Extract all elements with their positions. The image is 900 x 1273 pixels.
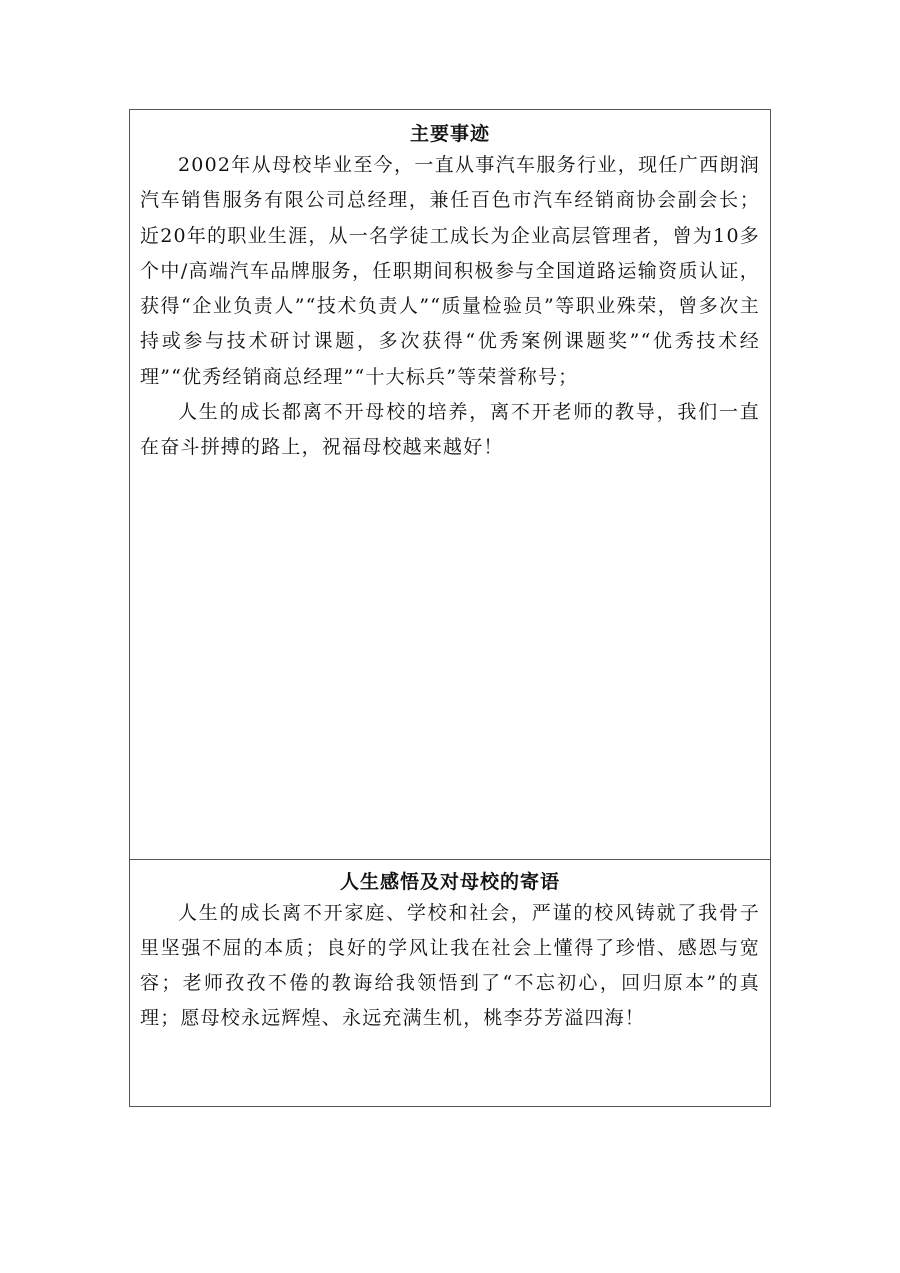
reflections-body	[130, 896, 770, 1036]
profile-form-table	[129, 109, 771, 1107]
achievements-paragraph: 人生的成长都离不开母校的培养，离不开老师的教导，我们一直在奋斗拼搏的路上，祝福母校越来越好！	[140, 401, 760, 459]
reflections-title: 人生感悟及对母校的寄语	[339, 871, 560, 893]
reflections-section	[130, 860, 770, 1106]
achievements-title: 主要事迹	[409, 123, 490, 145]
achievements-body	[130, 148, 770, 466]
reflections-paragraph: 人生的成长离不开家庭、学校和社会，严谨的校风铸就了我骨子里坚强不屈的本质；良好的学风让我在社会上懂得了珍惜、感恩与宽容；老师孜孜不倦的教诲给我领悟到了“不忘初心，回归原本”的真理；愿母校永远辉煌、永远充满生机，桃李芬芳溢四海！	[140, 902, 760, 1029]
achievements-paragraph: 2002年从母校毕业至今，一直从事汽车服务行业，现任广西朗润汽车销售服务有限公司总经理，兼任百色市汽车经销商协会副会长；近20年的职业生涯，从一名学徒工成长为企业高层管理者，曾为10多个中/高端汽车品牌服务，任职期间积极参与全国道路运输资质认证，获得“企业负责人”“技术负责人”“质量检验员”等职业殊荣，曾多次主持或参与技术研讨课题，多次获得“优秀案例课题奖”“优秀技术经理”“优秀经销商总经理”“十大标兵”等荣誉称号；	[140, 154, 760, 388]
achievements-section	[130, 110, 770, 860]
